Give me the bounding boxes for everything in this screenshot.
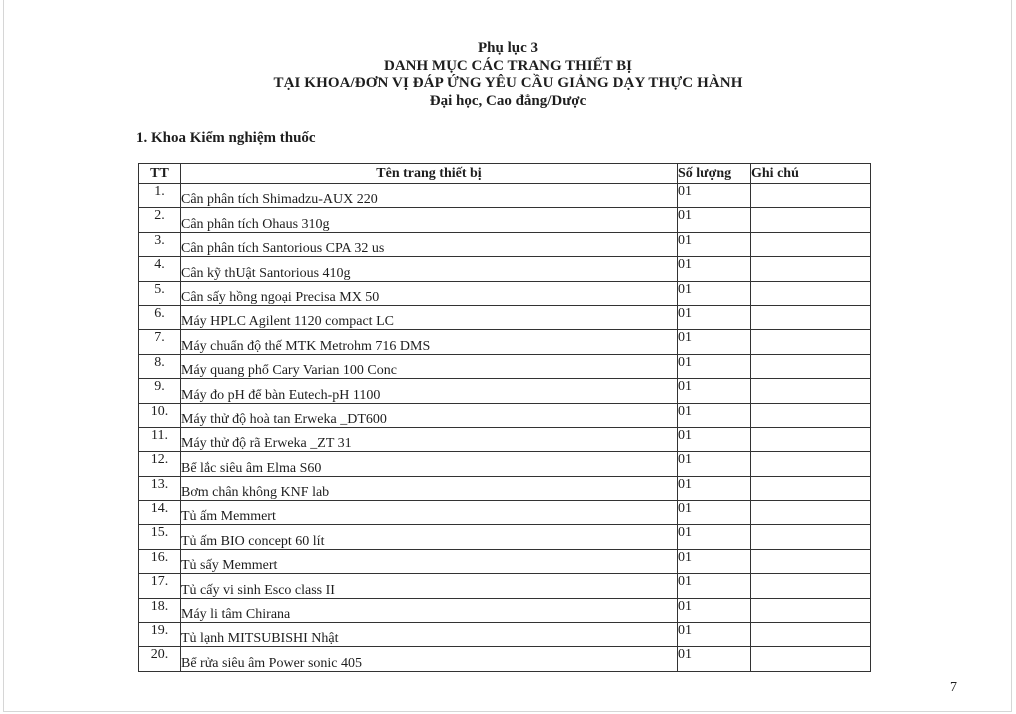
row-equipment-name: Tủ ấm Memmert [181, 501, 678, 525]
row-equipment-name: Cân phân tích Ohaus 310g [181, 208, 678, 232]
header-name: Tên trang thiết bị [181, 164, 678, 184]
row-equipment-name: Tủ cấy vi sinh Esco class II [181, 574, 678, 598]
row-tt: 1. [139, 184, 181, 208]
row-note [751, 305, 871, 329]
table-row [139, 330, 871, 354]
row-quantity: 01 [678, 549, 751, 573]
row-note [751, 452, 871, 476]
row-equipment-name: Tủ lạnh MITSUBISHI Nhật [181, 623, 678, 647]
table-row [139, 549, 871, 573]
row-tt: 12. [139, 452, 181, 476]
row-tt: 10. [139, 403, 181, 427]
row-quantity: 01 [678, 525, 751, 549]
table-row [139, 257, 871, 281]
row-tt: 18. [139, 598, 181, 622]
row-note [751, 208, 871, 232]
row-tt: 11. [139, 427, 181, 451]
document-title-line1: DANH MỤC CÁC TRANG THIẾT BỊ [384, 58, 632, 74]
row-tt: 14. [139, 501, 181, 525]
row-equipment-name: Cân phân tích Santorious CPA 32 us [181, 232, 678, 256]
row-tt: 13. [139, 476, 181, 500]
table-row [139, 501, 871, 525]
row-note [751, 623, 871, 647]
row-tt: 6. [139, 305, 181, 329]
row-note [751, 403, 871, 427]
row-equipment-name: Máy đo pH để bàn Eutech-pH 1100 [181, 379, 678, 403]
row-note [751, 476, 871, 500]
table-row [139, 574, 871, 598]
row-note [751, 647, 871, 671]
table-row [139, 598, 871, 622]
table-row [139, 208, 871, 232]
row-note [751, 574, 871, 598]
row-equipment-name: Máy quang phổ Cary Varian 100 Conc [181, 354, 678, 378]
row-quantity: 01 [678, 501, 751, 525]
table-row [139, 452, 871, 476]
row-equipment-name: Máy thử độ rã Erweka _ZT 31 [181, 427, 678, 451]
row-tt: 16. [139, 549, 181, 573]
row-note [751, 501, 871, 525]
row-quantity: 01 [678, 257, 751, 281]
row-note [751, 354, 871, 378]
row-tt: 7. [139, 330, 181, 354]
table-row [139, 476, 871, 500]
row-note [751, 598, 871, 622]
row-quantity: 01 [678, 354, 751, 378]
row-equipment-name: Bơm chân không KNF lab [181, 476, 678, 500]
table-row [139, 623, 871, 647]
row-equipment-name: Máy li tâm Chirana [181, 598, 678, 622]
row-quantity: 01 [678, 281, 751, 305]
row-tt: 4. [139, 257, 181, 281]
row-tt: 5. [139, 281, 181, 305]
table-row [139, 379, 871, 403]
table-row [139, 281, 871, 305]
row-note [751, 525, 871, 549]
row-quantity: 01 [678, 427, 751, 451]
row-note [751, 232, 871, 256]
equipment-table [138, 163, 871, 672]
row-quantity: 01 [678, 647, 751, 671]
row-equipment-name: Tủ ấm BIO concept 60 lít [181, 525, 678, 549]
row-quantity: 01 [678, 208, 751, 232]
row-tt: 3. [139, 232, 181, 256]
row-equipment-name: Tủ sấy Memmert [181, 549, 678, 573]
appendix-label: Phụ lục 3 [477, 40, 538, 56]
document-title-line3: Đại học, Cao đẳng/Dược [429, 93, 587, 109]
row-equipment-name: Máy thử độ hoà tan Erweka _DT600 [181, 403, 678, 427]
row-tt: 9. [139, 379, 181, 403]
row-quantity: 01 [678, 403, 751, 427]
header-note: Ghi chú [751, 164, 871, 184]
row-note [751, 549, 871, 573]
row-equipment-name: Bể rửa siêu âm Power sonic 405 [181, 647, 678, 671]
row-tt: 2. [139, 208, 181, 232]
row-tt: 19. [139, 623, 181, 647]
row-note [751, 257, 871, 281]
header-tt: TT [139, 164, 181, 184]
row-quantity: 01 [678, 232, 751, 256]
table-row [139, 232, 871, 256]
row-tt: 17. [139, 574, 181, 598]
row-equipment-name: Máy chuẩn độ thế MTK Metrohm 716 DMS [181, 330, 678, 354]
table-row [139, 184, 871, 208]
row-equipment-name: Cân kỹ thUật Santorious 410g [181, 257, 678, 281]
table-row [139, 354, 871, 378]
row-quantity: 01 [678, 623, 751, 647]
row-tt: 15. [139, 525, 181, 549]
header-quantity: Số lượng [678, 164, 751, 184]
row-equipment-name: Cân phân tích Shimadzu-AUX 220 [181, 184, 678, 208]
row-note [751, 379, 871, 403]
page-number: 7 [950, 680, 957, 695]
row-quantity: 01 [678, 452, 751, 476]
row-quantity: 01 [678, 305, 751, 329]
row-quantity: 01 [678, 574, 751, 598]
row-note [751, 281, 871, 305]
table-row [139, 647, 871, 671]
row-quantity: 01 [678, 184, 751, 208]
row-quantity: 01 [678, 330, 751, 354]
row-equipment-name: Máy HPLC Agilent 1120 compact LC [181, 305, 678, 329]
section-title: 1. Khoa Kiểm nghiệm thuốc [136, 130, 316, 146]
row-quantity: 01 [678, 379, 751, 403]
row-quantity: 01 [678, 476, 751, 500]
table-header-row [139, 164, 871, 184]
table-row [139, 427, 871, 451]
document-title-line2: TẠI KHOA/ĐƠN VỊ ĐÁP ỨNG YÊU CẦU GIẢNG DẠY THỰC HÀNH [273, 75, 743, 91]
row-equipment-name: Cân sấy hồng ngoại Precisa MX 50 [181, 281, 678, 305]
row-equipment-name: Bể lắc siêu âm Elma S60 [181, 452, 678, 476]
row-quantity: 01 [678, 598, 751, 622]
row-tt: 20. [139, 647, 181, 671]
row-tt: 8. [139, 354, 181, 378]
row-note [751, 330, 871, 354]
row-note [751, 427, 871, 451]
table-row [139, 525, 871, 549]
table-row [139, 305, 871, 329]
table-row [139, 403, 871, 427]
row-note [751, 184, 871, 208]
